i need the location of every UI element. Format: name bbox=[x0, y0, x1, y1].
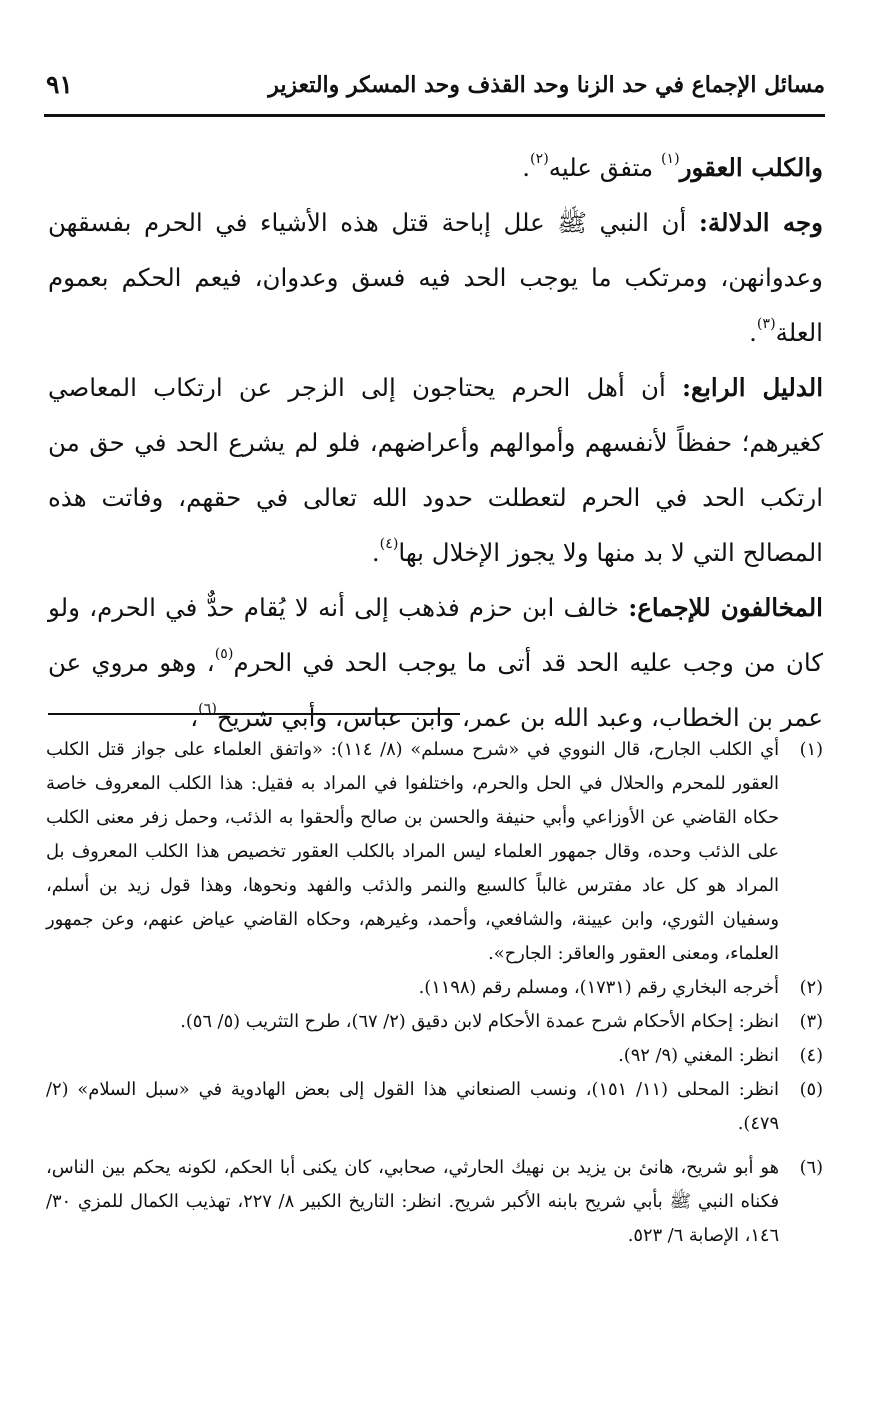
footnote bbox=[46, 1039, 823, 1073]
footnote-ref: (٦) bbox=[198, 701, 217, 718]
running-title: مسائل الإجماع في حد الزنا وحد القذف وحد المسكر والتعزير bbox=[268, 72, 825, 98]
paragraph-text: أن النبي ﷺ علل إباحة قتل هذه الأشياء في الحرم بفسقهن وعدوانهن، ومرتكب ما يوجب الحد فيه فسق وعدوان، فيعم الحكم بعموم العلة bbox=[48, 208, 823, 347]
footnote-ref: (٤) bbox=[379, 536, 399, 553]
punctuation: . bbox=[371, 538, 380, 567]
footnote-ref: (٣) bbox=[756, 316, 776, 333]
footnote bbox=[46, 1005, 823, 1039]
footnote-number: (١) bbox=[799, 739, 823, 760]
running-header bbox=[44, 68, 825, 112]
footnote-text: انظر: إحكام الأحكام شرح عمدة الأحكام لابن دقيق (٢/ ٦٧)، طرح التثريب (٥/ ٥٦). bbox=[180, 1011, 779, 1032]
paragraph-heading: المخالفون للإجماع: bbox=[628, 593, 823, 622]
footnote-ref: (٢) bbox=[530, 151, 549, 168]
punctuation: . bbox=[522, 153, 531, 182]
footnote-rule bbox=[48, 713, 460, 715]
paragraph-text: خالف ابن حزم فذهب إلى أنه لا يُقام حدٌّ في الحرم، ولو كان من وجب عليه الحد قد أتى ما يوجب الحد في الحرم bbox=[48, 593, 823, 677]
footnote-number: (٤) bbox=[799, 1045, 823, 1066]
footnote bbox=[46, 1073, 823, 1141]
footnote-ref: (١) bbox=[660, 151, 680, 168]
header-rule bbox=[44, 114, 825, 117]
footnote-number: (٥) bbox=[799, 1079, 823, 1100]
footnotes bbox=[46, 733, 823, 1253]
paragraph bbox=[48, 195, 823, 360]
punctuation: ، bbox=[190, 703, 199, 732]
footnote-text: أي الكلب الجارح، قال النووي في «شرح مسلم» (٨/ ١١٤): «واتفق العلماء على جواز قتل الكلب العقور للمحرم والحلال في الحل والحرم، واختلفوا في المراد به فقيل: هذا الكلب المعروف خاصة حكاه القاضي عن الأوزاعي وأبي حنيفة والحسن بن صالح وألحقوا به الذئب، وحمل زفر معنى الكلب على الذئب وحده، وقال جمهور العلماء ليس المراد بالكلب العقور تخصيص هذا الكلب المعروف بل المراد هو كل عاد مفترس غالباً كالسبع والنمر والذئب والفهد ونحوها، وهذا قول زيد بن أسلم، وسفيان الثوري، وابن عيينة، والشافعي، وأحمد، وغيرهم، وحكاه القاضي عياض عنهم، وعن جمهور العلماء، ومعنى العقور والعاقر: الجارح». bbox=[46, 739, 780, 964]
footnote bbox=[46, 733, 823, 971]
footnote-ref: (٥) bbox=[214, 646, 234, 663]
footnote-number: (٣) bbox=[799, 1011, 823, 1032]
paragraph bbox=[48, 360, 823, 580]
footnote-text: انظر: المحلى (١١/ ١٥١)، ونسب الصنعاني هذا القول إلى بعض الهادوية في «سبل السلام» (٢/ ٤٧٩). bbox=[46, 1079, 779, 1134]
paragraph bbox=[48, 580, 823, 745]
footnote-number: (٦) bbox=[799, 1157, 823, 1178]
footnote-number: (٢) bbox=[799, 977, 823, 998]
footnote-text: هو أبو شريح، هانئ بن يزيد بن نهيك الحارثي، صحابي، كان يكنى أبا الحكم، لكونه يحكم بين الناس، فكناه النبي ﷺ بأبي شريح بابنه الأكبر شريح. انظر: التاريخ الكبير ٨/ ٢٢٧، تهذيب الكمال للمزي ٣٠/ ١٤٦، الإصابة ٦/ ٥٢٣. bbox=[46, 1157, 779, 1246]
paragraph-text: متفق عليه bbox=[548, 153, 661, 182]
punctuation: . bbox=[749, 318, 757, 347]
paragraph bbox=[48, 140, 823, 195]
footnote bbox=[46, 971, 823, 1005]
paragraph-text: والكلب العقور bbox=[679, 153, 823, 182]
footnote-text: انظر: المغني (٩/ ٩٢). bbox=[618, 1045, 779, 1066]
main-text bbox=[48, 140, 823, 745]
footnote bbox=[46, 1151, 823, 1253]
paragraph-heading: الدليل الرابع: bbox=[682, 373, 824, 402]
footnote-text: أخرجه البخاري رقم (١٧٣١)، ومسلم رقم (١١٩٨). bbox=[418, 977, 779, 998]
paragraph-text: ، وهو مروي عن عمر بن الخطاب، وعبد الله بن عمر، وابن عباس، وأبي شريح bbox=[48, 648, 823, 732]
paragraph-heading: وجه الدلالة: bbox=[698, 208, 824, 237]
paragraph-text: أن أهل الحرم يحتاجون إلى الزجر عن ارتكاب المعاصي كغيرهم؛ حفظاً لأنفسهم وأموالهم وأعراضهم، فلو لم يشرع الحد في حق من ارتكب الحد في الحرم لتعطلت حدود الله تعالى في حقهم، وفاتت هذه المصالح التي لا بد منها ولا يجوز الإخلال بها bbox=[48, 373, 823, 567]
page-number: ٩١ bbox=[46, 70, 73, 99]
